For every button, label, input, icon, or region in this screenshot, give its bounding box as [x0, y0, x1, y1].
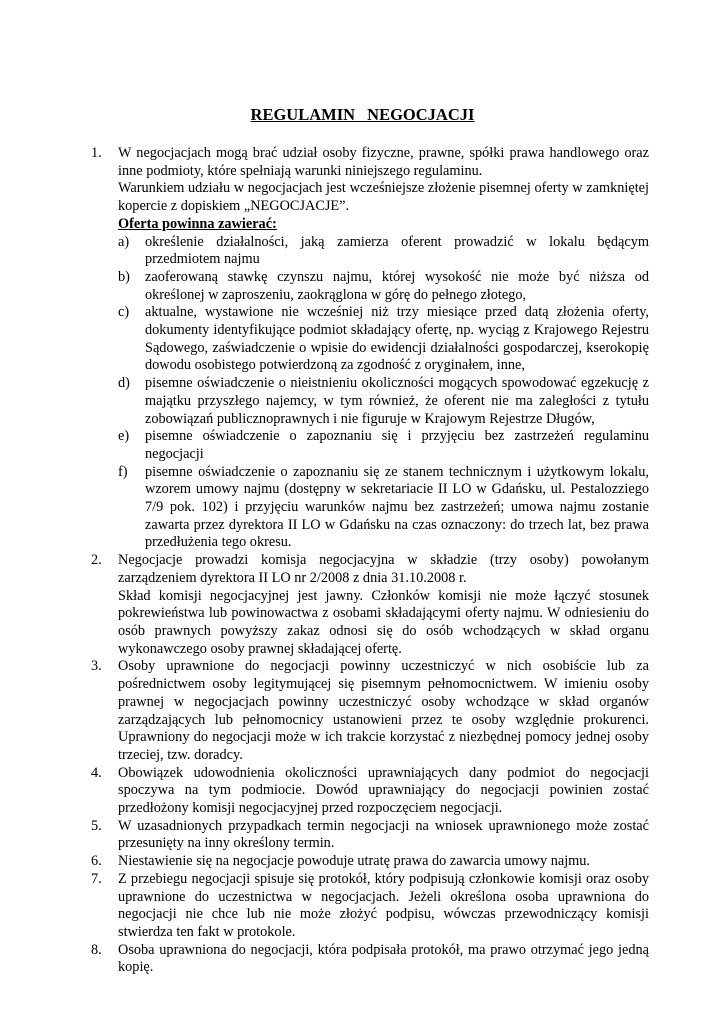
sub-item	[118, 375, 649, 428]
sub-item-text: aktualne, wystawione nie wcześniej niż trzy miesiące przed datą złożenia oferty, dokumenty identyfikujące podmiot składający ofertę, np. wyciąg z Krajowego Rejestru Sądowego, zaświadczenie o wpisie do ewidencji działalności gospodarczej, kserokopię dowodu osobistego potwierdzoną za zgodność z oryginałem, inne,	[145, 304, 649, 374]
sub-item-letter: d)	[118, 375, 130, 392]
item-paragraph: Z przebiegu negocjacji spisuje się protokół, który podpisują członkowie komisji oraz osoby uprawnione do uczestnictwa w negocjacjach. Jeżeli określona osoba uprawniona do negocjacji nie chce lub nie może złożyć podpisu, wówczas przewodniczący komisji stwierdza ten fakt w protokole.	[118, 870, 649, 940]
item-number: 4.	[91, 764, 102, 781]
sub-item	[118, 428, 649, 463]
sub-item-text: pisemne oświadczenie o nieistnieniu okoliczności mogących spowodować egzekucję z majątku przyszłego najemcy, w tym również, że oferent nie ma zaległości z tytułu zobowiązań publicznoprawnych i nie figuruje w Krajowym Rejestrze Długów,	[145, 375, 649, 427]
sub-item-letter: a)	[118, 233, 130, 250]
sub-item	[118, 269, 649, 304]
item-paragraph: Negocjacje prowadzi komisja negocjacyjna w składzie (trzy osoby) powołanym zarządzeniem dyrektora II LO nr 2/2008 z dnia 31.10.2008 r.	[118, 552, 649, 586]
list-item	[91, 942, 649, 977]
sub-item-letter: b)	[118, 268, 130, 285]
item-paragraph: Osoby uprawnione do negocjacji powinny uczestniczyć w nich osobiście lub za pośrednictwem osoby legitymującej się pisemnym pełnomocnictwem. W imieniu osoby prawnej w negocjacjach powinny uczestniczyć osoby wchodzące w skład organów zarządzających lub pełnomocnicy ustanowieni przez te osoby względnie prokurenci. Uprawniony do negocjacji może w ich trakcie korzystać z niezbędnej pomocy jednej osoby trzeciej, tzw. doradcy.	[118, 658, 649, 763]
list-item	[91, 818, 649, 853]
item-paragraph: Niestawienie się na negocjacje powoduje utratę prawa do zawarcia umowy najmu.	[118, 853, 591, 870]
item-paragraph: W uzasadnionych przypadkach termin negocjacji na wniosek uprawnionego może zostać przesunięty na inny określony termin.	[118, 817, 649, 852]
sub-item	[118, 464, 649, 553]
list-item	[91, 658, 649, 764]
list-item	[91, 853, 649, 871]
sub-item-letter: f)	[118, 463, 128, 480]
item-paragraph: Osoba uprawniona do negocjacji, która podpisała protokół, ma prawo otrzymać jego jedną kopię.	[118, 941, 649, 976]
item-number: 2.	[91, 552, 102, 569]
sub-item-letter: c)	[118, 304, 130, 321]
sub-item	[118, 304, 649, 375]
item-number: 7.	[91, 870, 102, 887]
item-paragraph: Skład komisji negocjacyjnej jest jawny. Członków komisji nie może łączyć stosunek pokrewieństwa lub powinowactwa z osobami składającymi oferty najmu. W odniesieniu do osób prawnych powyższy zakaz odnosi się do osób wchodzących w skład organu wykonawczego osoby prawnej składającej ofertę.	[118, 587, 649, 657]
sub-item	[118, 234, 649, 269]
item-paragraph: Obowiązek udowodnienia okoliczności uprawniających dany podmiot do negocjacji spoczywa na tym podmiocie. Dowód uprawniający do negocjacji powinien zostać przedłożony komisji negocjacyjnej przed rozpoczęciem negocjacji.	[118, 764, 649, 817]
regulation-list	[91, 145, 649, 977]
item-number: 1.	[91, 145, 102, 161]
item-number: 8.	[91, 941, 102, 958]
list-item	[91, 552, 649, 658]
list-item	[91, 871, 649, 942]
item-paragraph: W negocjacjach mogą brać udział osoby fizyczne, prawne, spółki prawa handlowego oraz inne podmioty, które spełniają warunki niniejszego regulaminu.	[118, 145, 649, 179]
sub-item-text: pisemne oświadczenie o zapoznaniu się ze stanem technicznym i użytkowym lokalu, wzorem umowy najmu (dostępny w sekretariacie II LO w Gdańsku, ul. Pestalozziego 7/9 pok. 102) i przyjęciu warunków najmu bez zastrzeżeń; umowa najmu zostanie zawarta przez dyrektora II LO w Gdańsku na czas oznaczony: do trzech lat, bez prawa przedłużenia tego okresu.	[145, 463, 649, 551]
list-item	[91, 145, 649, 552]
sub-item-text: zaoferowaną stawkę czynszu najmu, której wysokość nie może być niższa od określonej w zaproszeniu, zaokrąglona w górę do pełnego złotego,	[145, 268, 649, 303]
sub-item-letter: e)	[118, 428, 130, 445]
item-paragraph: Warunkiem udziału w negocjacjach jest wcześniejsze złożenie pisemnej oferty w zamkniętej kopercie z dopiskiem „NEGOCJACJE”.	[118, 180, 649, 215]
item-number: 6.	[91, 853, 102, 870]
item-number: 3.	[91, 658, 102, 675]
sub-item-text: pisemne oświadczenie o zapoznaniu się i przyjęciu bez zastrzeżeń regulaminu negocjacji	[145, 428, 649, 462]
item-number: 5.	[91, 817, 102, 834]
document-title: REGULAMIN NEGOCJACJI	[250, 105, 475, 124]
sub-item-text: określenie działalności, jaką zamierza oferent prowadzić w lokalu będącym przedmiotem najmu	[145, 233, 649, 268]
list-item	[91, 765, 649, 818]
offer-requirements-heading: Oferta powinna zawierać:	[118, 215, 277, 232]
